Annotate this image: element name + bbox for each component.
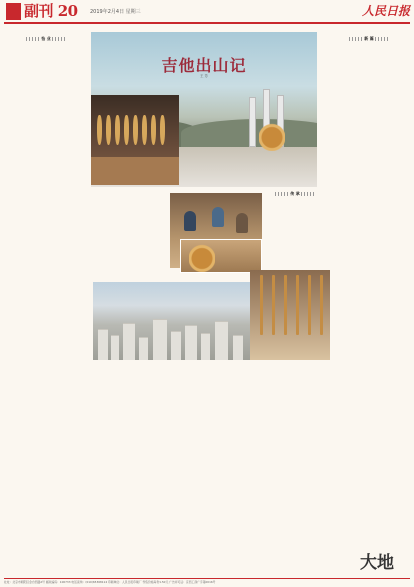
header-rule bbox=[4, 22, 410, 24]
subhead-2: 传 承 bbox=[262, 191, 328, 196]
newspaper-logo: 人民日报 bbox=[362, 4, 411, 18]
lower-text-col-2 bbox=[172, 362, 248, 574]
lower-text-col-1 bbox=[93, 362, 169, 574]
right-column-text bbox=[330, 28, 408, 548]
subhead-1: 怡 业 bbox=[4, 36, 88, 41]
left-column-text bbox=[4, 28, 88, 576]
guitar-crafting-photo bbox=[180, 239, 262, 273]
lower-text-col-3 bbox=[252, 362, 328, 574]
middle-right-text bbox=[262, 188, 328, 268]
guitar-factory-photo bbox=[250, 270, 330, 360]
issue-date: 2019年2月4日 星期三 bbox=[90, 9, 141, 15]
city-skyline-photo bbox=[93, 282, 250, 360]
footer-rule bbox=[4, 578, 410, 579]
section-marker bbox=[6, 3, 21, 20]
middle-left-text bbox=[91, 188, 167, 280]
masthead bbox=[0, 0, 414, 26]
article-byline: 王 芳 bbox=[199, 74, 209, 78]
subhead-3: 新 篇 bbox=[330, 36, 408, 41]
guitar-sculpture bbox=[259, 121, 285, 151]
footer-info: 社址：北京市朝阳区金台西路2号 邮政编码：100733 电话查询：(010)65368114 印刷单位：人民日报印刷厂 零售价格每份1.50元 广告许可证：京西工商广字第0016号 bbox=[4, 580, 216, 584]
article-title: 吉他出山记 bbox=[161, 56, 247, 75]
guitar-shop-photo bbox=[91, 95, 179, 185]
section-title: 副刊 20 bbox=[24, 2, 78, 20]
column-logo: 大地 bbox=[360, 553, 394, 573]
